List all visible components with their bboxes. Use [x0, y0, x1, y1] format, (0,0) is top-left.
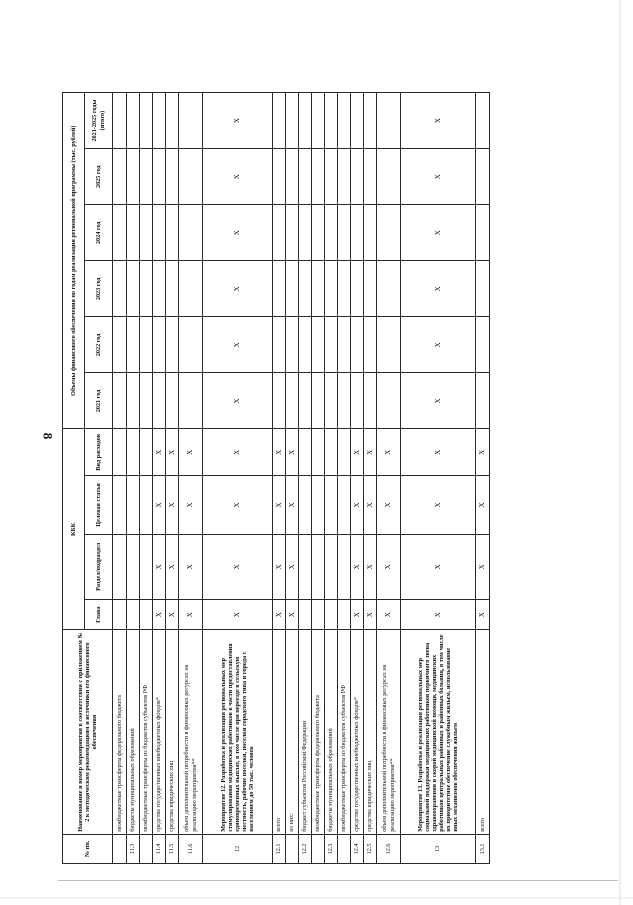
row-number: 11.3 — [127, 834, 140, 863]
row-cell: X — [286, 429, 299, 476]
row-cell — [377, 317, 401, 373]
row-cell — [325, 476, 338, 534]
row-cell — [113, 317, 127, 373]
row-cell — [364, 205, 377, 261]
col-vid-header: Вид расходов — [85, 429, 113, 476]
row-cell: X — [401, 476, 476, 534]
row-name: всего — [476, 630, 490, 834]
row-name: Мероприятие 12. Разработка и реализация региональных мер стимулирования медицинских работников в части предоставления единовременных выплат, в том числе при переезде в сельскую местность, рабочие поселки, поселки городского типа и города с населением до 50 тыс. человек — [203, 630, 273, 834]
col-razdel-header: Раздел/подраздел — [85, 534, 113, 599]
row-cell — [299, 261, 312, 317]
row-cell: X — [351, 476, 364, 534]
row-name: объем дополнительной потребности в финансовых ресурсах на реализацию мероприятия** — [179, 630, 203, 834]
rotated-table-wrapper — [62, 92, 490, 864]
row-number: 11.4 — [153, 834, 166, 863]
row-name: бюджет субъектов Российской Федерации — [299, 630, 312, 834]
row-cell — [127, 476, 140, 534]
row-cell — [312, 534, 325, 599]
year-header: 2024 год — [85, 205, 113, 261]
row-cell — [338, 476, 351, 534]
row-cell — [113, 205, 127, 261]
row-cell — [113, 476, 127, 534]
row-cell: X — [203, 600, 273, 630]
table-row — [325, 93, 338, 864]
row-cell: X — [153, 600, 166, 630]
row-name: бюджеты муниципальных образований — [325, 630, 338, 834]
row-cell — [325, 149, 338, 205]
row-cell — [325, 261, 338, 317]
row-number — [338, 834, 351, 863]
col-glava-header: Глава — [85, 600, 113, 630]
row-cell: X — [377, 600, 401, 630]
table-row — [203, 93, 273, 864]
row-cell: X — [203, 261, 273, 317]
row-cell — [166, 93, 179, 149]
row-cell: X — [351, 534, 364, 599]
row-cell: X — [273, 476, 286, 534]
row-cell — [273, 317, 286, 373]
row-cell — [299, 317, 312, 373]
table-row — [153, 93, 166, 864]
kbk-header: КБК — [63, 429, 85, 630]
row-cell: X — [401, 261, 476, 317]
row-cell — [476, 149, 490, 205]
row-cell — [299, 429, 312, 476]
row-cell — [364, 317, 377, 373]
row-cell: X — [203, 149, 273, 205]
row-cell — [299, 205, 312, 261]
row-cell: X — [401, 373, 476, 429]
row-cell — [153, 93, 166, 149]
row-cell — [153, 317, 166, 373]
row-cell — [364, 373, 377, 429]
row-cell — [153, 373, 166, 429]
row-cell — [127, 429, 140, 476]
row-number: 13 — [401, 834, 476, 863]
row-cell: X — [203, 205, 273, 261]
row-cell: X — [153, 534, 166, 599]
row-name: Мероприятие 13. Разработка и реализация региональных мер социальной поддержки медицинских работников первичного звена здравоохранения и скорой медицинской помощи, медицинских работников центральных районных и районных больниц, в том числе их приоритетное обеспечение служебным жильем, использование иных механизмов обеспечения жильем — [401, 630, 476, 834]
row-cell — [286, 93, 299, 149]
table-row — [338, 93, 351, 864]
row-cell — [127, 600, 140, 630]
row-number: 12.2 — [299, 834, 312, 863]
row-cell: X — [203, 534, 273, 599]
row-number: 12.5 — [364, 834, 377, 863]
row-cell — [377, 261, 401, 317]
row-cell — [127, 317, 140, 373]
table-body — [113, 93, 490, 864]
row-cell — [351, 93, 364, 149]
row-cell: X — [179, 600, 203, 630]
row-cell — [299, 149, 312, 205]
row-cell: X — [364, 429, 377, 476]
row-cell: X — [476, 600, 490, 630]
row-cell — [325, 429, 338, 476]
row-cell — [113, 600, 127, 630]
row-cell: X — [166, 534, 179, 599]
row-cell: X — [203, 93, 273, 149]
row-cell: X — [273, 600, 286, 630]
row-cell — [113, 534, 127, 599]
row-cell — [273, 205, 286, 261]
row-cell: X — [286, 476, 299, 534]
row-cell: X — [273, 534, 286, 599]
row-cell — [476, 317, 490, 373]
row-cell — [325, 534, 338, 599]
row-cell — [351, 261, 364, 317]
row-cell — [476, 205, 490, 261]
row-cell — [127, 205, 140, 261]
row-cell — [286, 373, 299, 429]
row-cell — [273, 261, 286, 317]
row-name: всего — [273, 630, 286, 834]
row-number — [113, 834, 127, 863]
table-row — [140, 93, 153, 864]
row-cell: X — [401, 93, 476, 149]
row-cell — [127, 93, 140, 149]
row-number: 12 — [203, 834, 273, 863]
row-cell — [312, 600, 325, 630]
row-cell — [140, 261, 153, 317]
row-cell — [476, 373, 490, 429]
row-cell: X — [364, 476, 377, 534]
page-number: 8 — [40, 432, 56, 440]
row-number — [140, 834, 153, 863]
row-cell — [286, 149, 299, 205]
row-cell — [338, 600, 351, 630]
row-cell: X — [166, 429, 179, 476]
row-cell — [286, 317, 299, 373]
row-cell: X — [401, 317, 476, 373]
row-number: 13.1 — [476, 834, 490, 863]
row-cell: X — [166, 600, 179, 630]
row-cell: X — [286, 534, 299, 599]
row-number — [312, 834, 325, 863]
table-row — [377, 93, 401, 864]
row-number: 12.3 — [325, 834, 338, 863]
row-cell — [166, 373, 179, 429]
row-cell — [312, 317, 325, 373]
row-cell — [325, 600, 338, 630]
row-cell — [299, 476, 312, 534]
row-cell: X — [377, 534, 401, 599]
row-cell: X — [273, 429, 286, 476]
row-cell — [312, 373, 325, 429]
row-cell — [299, 373, 312, 429]
row-cell — [113, 429, 127, 476]
row-number: 12.6 — [377, 834, 401, 863]
row-number: 11.6 — [179, 834, 203, 863]
row-cell — [338, 261, 351, 317]
row-name: средства юридических лиц — [364, 630, 377, 834]
row-cell — [140, 476, 153, 534]
col-name-header: Наименование и номер мероприятия в соответствии с приложением № 2 к методическим рекомендациям и источники его финансового обеспечения — [63, 630, 113, 834]
table-row — [299, 93, 312, 864]
row-cell — [338, 149, 351, 205]
row-cell — [377, 93, 401, 149]
row-name: межбюджетные трансферты федерального бюджета — [312, 630, 325, 834]
row-cell — [312, 93, 325, 149]
row-cell: X — [179, 534, 203, 599]
row-cell — [127, 373, 140, 429]
row-cell — [166, 261, 179, 317]
row-cell — [377, 205, 401, 261]
row-cell: X — [351, 429, 364, 476]
row-cell — [286, 261, 299, 317]
row-cell: X — [203, 429, 273, 476]
volumes-header: Объемы финансового обеспечения по годам реализации региональной программы (тыс. рублей) — [63, 93, 85, 429]
row-name: объем дополнительной потребности в финансовых ресурсах на реализацию мероприятия** — [377, 630, 401, 834]
row-cell — [140, 317, 153, 373]
row-cell: X — [476, 429, 490, 476]
row-cell: X — [179, 476, 203, 534]
row-name: межбюджетные трансферты из бюджетов субъектов РФ — [338, 630, 351, 834]
row-cell — [179, 149, 203, 205]
row-cell — [153, 205, 166, 261]
row-cell — [312, 476, 325, 534]
row-cell — [364, 261, 377, 317]
row-cell — [338, 429, 351, 476]
row-cell — [179, 205, 203, 261]
row-cell: X — [364, 600, 377, 630]
row-cell — [325, 317, 338, 373]
row-cell — [299, 93, 312, 149]
row-name: из них: — [286, 630, 299, 834]
table-row — [286, 93, 299, 864]
row-cell — [312, 429, 325, 476]
row-cell: X — [153, 429, 166, 476]
row-cell: X — [401, 600, 476, 630]
row-cell — [312, 149, 325, 205]
table-row — [312, 93, 325, 864]
row-cell — [299, 600, 312, 630]
year-header: 2021 год — [85, 373, 113, 429]
col-statya-header: Целевая статья — [85, 476, 113, 534]
row-cell — [273, 93, 286, 149]
row-cell: X — [401, 205, 476, 261]
row-name: средства государственных внебюджетных фондов* — [153, 630, 166, 834]
row-cell — [364, 149, 377, 205]
row-cell — [325, 93, 338, 149]
row-cell — [113, 373, 127, 429]
table-row — [364, 93, 377, 864]
financing-table — [62, 92, 490, 864]
row-cell: X — [476, 476, 490, 534]
row-cell — [127, 534, 140, 599]
row-cell — [140, 205, 153, 261]
row-cell — [166, 317, 179, 373]
row-cell — [364, 93, 377, 149]
row-cell — [312, 205, 325, 261]
row-cell: X — [377, 429, 401, 476]
row-cell — [153, 261, 166, 317]
row-number: 11.5 — [166, 834, 179, 863]
row-cell — [351, 149, 364, 205]
row-cell: X — [153, 476, 166, 534]
table-row — [476, 93, 490, 864]
row-cell — [338, 93, 351, 149]
row-cell: X — [364, 534, 377, 599]
row-cell: X — [179, 429, 203, 476]
row-cell — [273, 149, 286, 205]
row-name: бюджеты муниципальных образований — [127, 630, 140, 834]
table-row — [401, 93, 476, 864]
table-row — [127, 93, 140, 864]
row-cell — [299, 534, 312, 599]
row-cell — [325, 205, 338, 261]
row-cell — [338, 534, 351, 599]
row-cell: X — [401, 149, 476, 205]
year-header: 2022 год — [85, 317, 113, 373]
row-cell — [179, 373, 203, 429]
row-cell — [113, 149, 127, 205]
row-cell: X — [166, 476, 179, 534]
row-cell — [113, 93, 127, 149]
row-cell: X — [377, 476, 401, 534]
row-cell — [377, 373, 401, 429]
row-cell — [325, 373, 338, 429]
row-cell — [140, 149, 153, 205]
row-cell: X — [476, 534, 490, 599]
row-cell: X — [203, 373, 273, 429]
row-cell — [140, 534, 153, 599]
row-cell — [338, 205, 351, 261]
row-cell — [351, 373, 364, 429]
row-cell — [140, 93, 153, 149]
row-cell — [140, 373, 153, 429]
row-number: 12.1 — [273, 834, 286, 863]
table-row — [351, 93, 364, 864]
row-number: 12.4 — [351, 834, 364, 863]
row-cell — [273, 373, 286, 429]
row-cell — [476, 93, 490, 149]
row-cell — [166, 149, 179, 205]
table-row — [273, 93, 286, 864]
row-cell: X — [286, 600, 299, 630]
row-cell — [476, 261, 490, 317]
row-name: межбюджетные трансферты из бюджетов субъектов РФ — [140, 630, 153, 834]
row-cell — [351, 317, 364, 373]
row-cell — [286, 205, 299, 261]
row-cell — [351, 205, 364, 261]
row-cell: X — [351, 600, 364, 630]
row-cell — [153, 149, 166, 205]
row-cell: X — [203, 476, 273, 534]
year-header: 2021-2025 годы (итого) — [85, 93, 113, 149]
row-cell — [179, 93, 203, 149]
table-header — [63, 93, 113, 864]
row-cell: X — [401, 429, 476, 476]
row-name: средства юридических лиц — [166, 630, 179, 834]
table-row — [166, 93, 179, 864]
row-cell — [113, 261, 127, 317]
col-num-header: № пп. — [63, 834, 113, 863]
row-cell — [377, 149, 401, 205]
row-cell — [140, 429, 153, 476]
row-cell — [127, 149, 140, 205]
row-cell — [179, 261, 203, 317]
footer-rule — [58, 880, 618, 881]
row-name: средства государственных внебюджетных фондов* — [351, 630, 364, 834]
row-name: межбюджетные трансферты федерального бюджета — [113, 630, 127, 834]
table-row — [179, 93, 203, 864]
row-cell: X — [401, 534, 476, 599]
row-number — [286, 834, 299, 863]
year-header: 2025 год — [85, 149, 113, 205]
row-cell — [166, 205, 179, 261]
row-cell — [179, 317, 203, 373]
row-cell — [338, 373, 351, 429]
row-cell — [127, 261, 140, 317]
row-cell: X — [203, 317, 273, 373]
row-cell — [312, 261, 325, 317]
row-cell — [338, 317, 351, 373]
year-header: 2023 год — [85, 261, 113, 317]
table-row — [113, 93, 127, 864]
row-cell — [140, 600, 153, 630]
